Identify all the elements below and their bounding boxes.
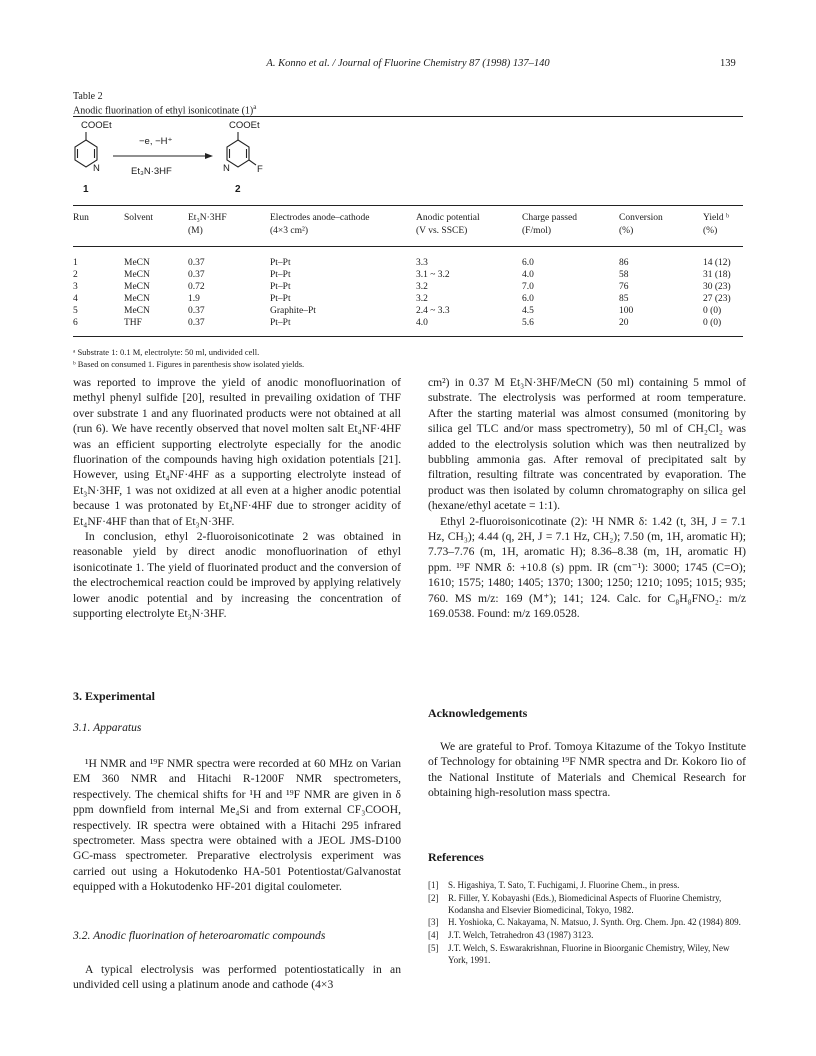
reference-text: H. Yoshioka, C. Nakayama, N. Matsuo, J. Synth. Org. Chem. Jpn. 42 (1984) 809. [448,917,741,928]
table-cell: MeCN [124,306,150,316]
subsection-heading-apparatus: 3.1. Apparatus [73,721,142,734]
col-header-line1: Conversion [619,213,663,223]
reference-text: R. Filler, Y. Kobayashi (Eds.), Biomedicinal Aspects of Fluorine Chemistry, Kodansha and Elsevier Biomedicinal, Tokyo, 1982. [448,892,722,915]
left-col-text-top [73,375,401,622]
table-row [73,281,743,293]
table-cell: 4.0 [416,318,428,328]
table-footnote-a: ᵃ Substrate 1: 0.1 M, electrolyte: 50 ml, undivided cell. [73,347,260,357]
table-cell: Graphite–Pt [270,306,316,316]
table-cell: MeCN [124,282,150,292]
table-cell: 3.3 [416,258,428,268]
table-caption [73,103,256,116]
references-heading: References [428,850,484,864]
table-cell: 100 [619,306,634,316]
reference-text: S. Higashiya, T. Sato, T. Fuchigami, J. Fluorine Chem., in press. [448,880,680,890]
scheme-n-right: N [223,163,230,174]
col-header-line1: Solvent [124,213,154,223]
table-cell: Pt–Pt [270,270,291,280]
table-cell: 86 [619,258,629,268]
col-header-line1: Run [73,213,89,223]
page-number: 139 [720,58,736,69]
table-cell: 85 [619,294,629,304]
col-header-line2: (F/mol) [522,226,552,236]
reference-item [428,880,746,892]
scheme-reagent-top: −e, −H⁺ [139,136,173,147]
table-cell: 0.37 [188,270,205,280]
body-paragraph: A typical electrolysis was performed potentiostatically in an undivided cell using a platinum anode and cathode (4×3 [73,963,401,992]
table-footnote-b: ᵇ Based on consumed 1. Figures in parenthesis show isolated yields. [73,359,305,369]
table-scheme-rule [73,205,743,206]
body-paragraph: We are grateful to Prof. Tomoya Kitazume of the Tokyo Institute of Technology for obtaining ¹⁹F NMR spectra and Dr. Kokoro Iio of the National Institute of Materials and Chemical Research for obtaining high-resolution mass spectra. [428,740,746,800]
scheme-reagent-bottom: Et₃N·3HF [131,166,172,177]
col-header [703,212,743,247]
col-header [619,212,703,247]
col-header [188,212,270,247]
reaction-structure-drawing [73,118,303,198]
table-cell: 0 (0) [703,318,722,328]
table-cell: 76 [619,282,629,292]
table-cell: 5.6 [522,318,534,328]
table-cell: 6.0 [522,294,534,304]
body-paragraph: In conclusion, ethyl 2-fluoroisonicotinate 2 was obtained in reasonable yield by direct anodic monofluorination of ethyl isonicotinate 1. The yield of fluorinated product and the conversion of the electrochemical reaction could be improved by applying relatively lower anodic potential and by increasing the concentration of supporting electrolyte Et₃N·3HF. [73,530,401,621]
reaction-scheme [73,118,303,198]
body-paragraph: ¹H NMR and ¹⁹F NMR spectra were recorded at 60 MHz on Varian EM 360 NMR and Hitachi R-1200F NMR spectrometers, respectively. The chemical shifts for ¹H and ¹⁹F NMR are given in δ ppm downfield from internal Me₄Si and from external CF₃COOH, respectively. IR spectra were obtained with a Hitachi 295 infrared spectrometer. Mass spectra were obtained with a JEOL JMS-D100 GC-mass spectrometer. Preparative electrolysis experiment was carried out using a Hokutodenko HA-501 Potentiostat/Galvanostat equipped with a Hokutodenko HF-201 digital coulometer. [73,757,401,894]
table-cell: 0.37 [188,318,205,328]
table-cell: 14 (12) [703,258,731,268]
table-cell: Pt–Pt [270,282,291,292]
table-cell: 6.0 [522,258,534,268]
reference-list [428,880,746,968]
acknowledgements-text [428,739,746,801]
col-header-line2: (M) [188,226,203,236]
col-header-line2: (%) [703,226,718,236]
table-row [73,317,743,329]
table-cell: 2 [73,270,78,280]
table-cell: 20 [619,318,629,328]
table-cell: 0.37 [188,306,205,316]
table-cell: 1 [73,258,78,268]
reference-text: J.T. Welch, Tetrahedron 43 (1987) 3123. [448,930,594,941]
table-row [73,269,743,281]
scheme-substituent-right: COOEt [229,120,260,131]
reference-item [428,917,746,929]
compound-number-2: 2 [235,184,241,195]
table-cell: 2.4 ~ 3.3 [416,306,450,316]
table-cell: 3.1 ~ 3.2 [416,270,450,280]
table-header-row [73,212,743,247]
table-row [73,247,743,270]
table-cell: 4.5 [522,306,534,316]
col-header [73,212,124,247]
col-header-line1: Electrodes anode–cathode [270,213,370,223]
table-bottom-rule [73,336,743,337]
table-cell: 58 [619,270,629,280]
reference-item [428,893,746,917]
table-cell: 7.0 [522,282,534,292]
table-cell: 3.2 [416,282,428,292]
left-col-text-procedure [73,962,401,993]
table-cell: 31 (18) [703,270,731,280]
col-header-line2: (V vs. SSCE) [416,226,468,236]
right-col-text-top [428,375,746,622]
reference-number: [1] [428,880,439,890]
section-heading-experimental: 3. Experimental [73,689,155,703]
scheme-n-left: N [93,163,100,174]
body-paragraph: cm²) in 0.37 M Et₃N·3HF/MeCN (50 ml) containing 5 mmol of substrate. The electrolysis was performed at room temperature. After the starting material was almost consumed (monitoring by silica gel TLC and/or mass spectrometry), 50 ml of CH₂Cl₂ was added to the electrolysis solution which was then neutralized by bubbling ammonia gas. After removal of precipitated salt by filtration, resulting filtrate was concentrated by evaporation. The product was then isolated by column chromatography on silica gel (hexane/ethyl acetate = 1:1). [428,376,746,513]
table-cell: MeCN [124,258,150,268]
table-cell: MeCN [124,270,150,280]
col-header-line1: Et₃N·3HF [188,213,227,223]
reference-item [428,930,746,942]
table-caption-note: a [253,103,257,111]
journal-citation: A. Konno et al. / Journal of Fluorine Chemistry 87 (1998) 137–140 [266,58,550,69]
table-row [73,305,743,317]
col-header [522,212,619,247]
table-top-rule [73,116,743,117]
table-cell: Pt–Pt [270,294,291,304]
col-header-line2: (%) [619,226,634,236]
reference-number: [5] [428,942,439,953]
subsection-heading-fluorination: 3.2. Anodic fluorination of heteroaromatic compounds [73,929,326,942]
body-paragraph: was reported to improve the yield of anodic monofluorination of methyl phenyl sulfide [20], resulted in prevailing oxidation of THF over substrate 1 and any fluorinated products were not obtained at all (run 6). We have recently observed that novel molten salt Et₄NF·4HF was an efficient supporting electrolyte especially for the anodic fluorination of the compounds having high oxidation potentials [21]. However, using Et₄NF·4HF as a supporting electrolyte instead of Et₃N·3HF, 1 was not oxidized at all even at a higher anodic potential because 1 was protonated by Et₄NF·4HF due to stronger acidity of Et₄NF·4HF than that of Et₃N·3HF. [73,376,401,528]
table-cell: 27 (23) [703,294,731,304]
compound-number-1: 1 [83,184,89,195]
col-header [124,212,188,247]
col-header [416,212,522,247]
reference-item [428,943,746,967]
table-row [73,293,743,305]
reference-number: [2] [428,892,439,903]
col-header [270,212,416,247]
reference-number: [3] [428,917,439,928]
table-cell: MeCN [124,294,150,304]
scheme-f-right: F [257,164,263,175]
table-label: Table 2 [73,91,103,102]
table-cell: 0 (0) [703,306,722,316]
table-cell: Pt–Pt [270,318,291,328]
scheme-substituent-left: COOEt [81,120,112,131]
table-cell: 30 (23) [703,282,731,292]
col-header-line1: Charge passed [522,213,577,223]
table-cell: THF [124,318,142,328]
fluorination-table [73,212,743,329]
reference-number: [4] [428,930,439,941]
acknowledgements-heading: Acknowledgements [428,706,528,720]
table-cell: Pt–Pt [270,258,291,268]
table-cell: 6 [73,318,78,328]
table-cell: 1.9 [188,294,200,304]
reference-text: J.T. Welch, S. Eswarakrishnan, Fluorine in Bioorganic Chemistry, Wiley, New York, 1991. [448,942,730,965]
table-cell: 0.37 [188,258,205,268]
table-cell: 0.72 [188,282,205,292]
table-cell: 3 [73,282,78,292]
table-cell: 4.0 [522,270,534,280]
left-col-text-apparatus [73,756,401,895]
col-header-line1: Yield ᵇ [703,213,729,223]
table-cell: 3.2 [416,294,428,304]
table-cell: 4 [73,294,78,304]
body-paragraph: Ethyl 2-fluoroisonicotinate (2): ¹H NMR δ: 1.42 (t, 3H, J = 7.1 Hz, CH₃); 4.44 (q, 2H, J = 7.1 Hz, CH₂); 7.50 (m, 1H, aromatic H); 7.73–7.76 (m, 1H, aromatic H); 8.36–8.38 (m, 1H, aromatic H) ppm. ¹⁹F NMR δ: +10.8 (s) ppm. IR (cm⁻¹): 3000; 1745 (C=O); 1610; 1575; 1480; 1405; 1370; 1300; 1250; 1210; 1095; 1015; 935; 760. MS m/z: 169 (M⁺); 141; 124. Calc. for C₈H₈FNO₂: m/z 169.0538. Found: m/z 169.0528. [428,514,746,621]
table-caption-text: Anodic fluorination of ethyl isonicotinate (1) [73,105,254,117]
table-cell: 5 [73,306,78,316]
col-header-line2: (4×3 cm²) [270,226,309,236]
col-header-line1: Anodic potential [416,213,480,223]
